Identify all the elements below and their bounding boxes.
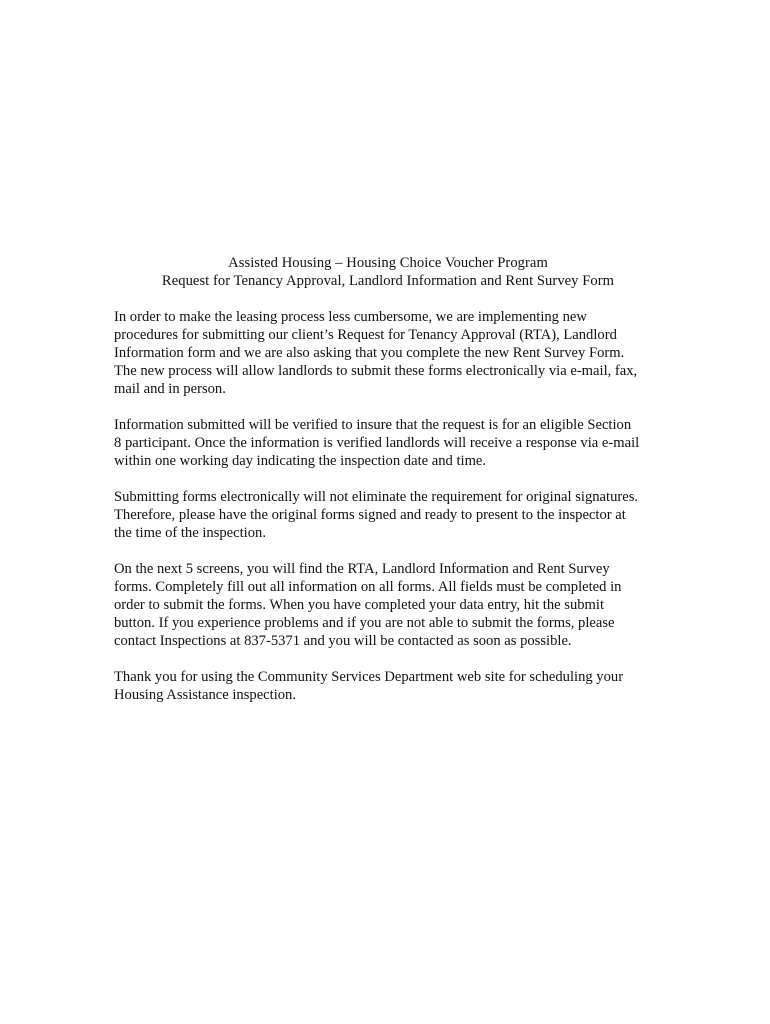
text-line: 8 participant. Once the information is verified landlords will receive a response via e-mail <box>114 435 640 451</box>
paragraph-intro <box>114 308 662 398</box>
text-line: procedures for submitting our client’s Request for Tenancy Approval (RTA), Landlord <box>114 327 617 343</box>
title-line-program: Assisted Housing – Housing Choice Voucher Program <box>228 255 548 271</box>
text-line: Submitting forms electronically will not eliminate the requirement for original signatures. <box>114 489 639 505</box>
text-line: the time of the inspection. <box>114 525 266 541</box>
document-body <box>114 254 662 704</box>
text-line: contact Inspections at 837-5371 and you will be contacted as soon as possible. <box>114 633 572 649</box>
text-line: In order to make the leasing process less cumbersome, we are implementing new <box>114 309 587 325</box>
text-line: Information submitted will be verified to insure that the request is for an eligible Section <box>114 417 632 433</box>
text-line: order to submit the forms. When you have completed your data entry, hit the submit <box>114 597 604 613</box>
text-line: Housing Assistance inspection. <box>114 687 297 703</box>
text-line: forms. Completely fill out all information on all forms. All fields must be completed in <box>114 579 622 595</box>
text-line: On the next 5 screens, you will find the RTA, Landlord Information and Rent Survey <box>114 561 610 577</box>
text-line: within one working day indicating the inspection date and time. <box>114 453 487 469</box>
title-line-form-name: Request for Tenancy Approval, Landlord Information and Rent Survey Form <box>161 273 615 289</box>
document-title <box>114 254 662 290</box>
paragraph-instructions <box>114 560 662 650</box>
text-line: mail and in person. <box>114 381 226 397</box>
text-line: Information form and we are also asking that you complete the new Rent Survey Form. <box>114 345 625 361</box>
text-line: The new process will allow landlords to submit these forms electronically via e-mail, fax, <box>114 363 638 379</box>
paragraph-verification <box>114 416 662 470</box>
paragraph-thank-you <box>114 668 662 704</box>
paragraph-signatures <box>114 488 662 542</box>
text-line: Thank you for using the Community Services Department web site for scheduling your <box>114 669 624 685</box>
text-line: button. If you experience problems and if you are not able to submit the forms, please <box>114 615 615 631</box>
text-line: Therefore, please have the original forms signed and ready to present to the inspector at <box>114 507 626 523</box>
